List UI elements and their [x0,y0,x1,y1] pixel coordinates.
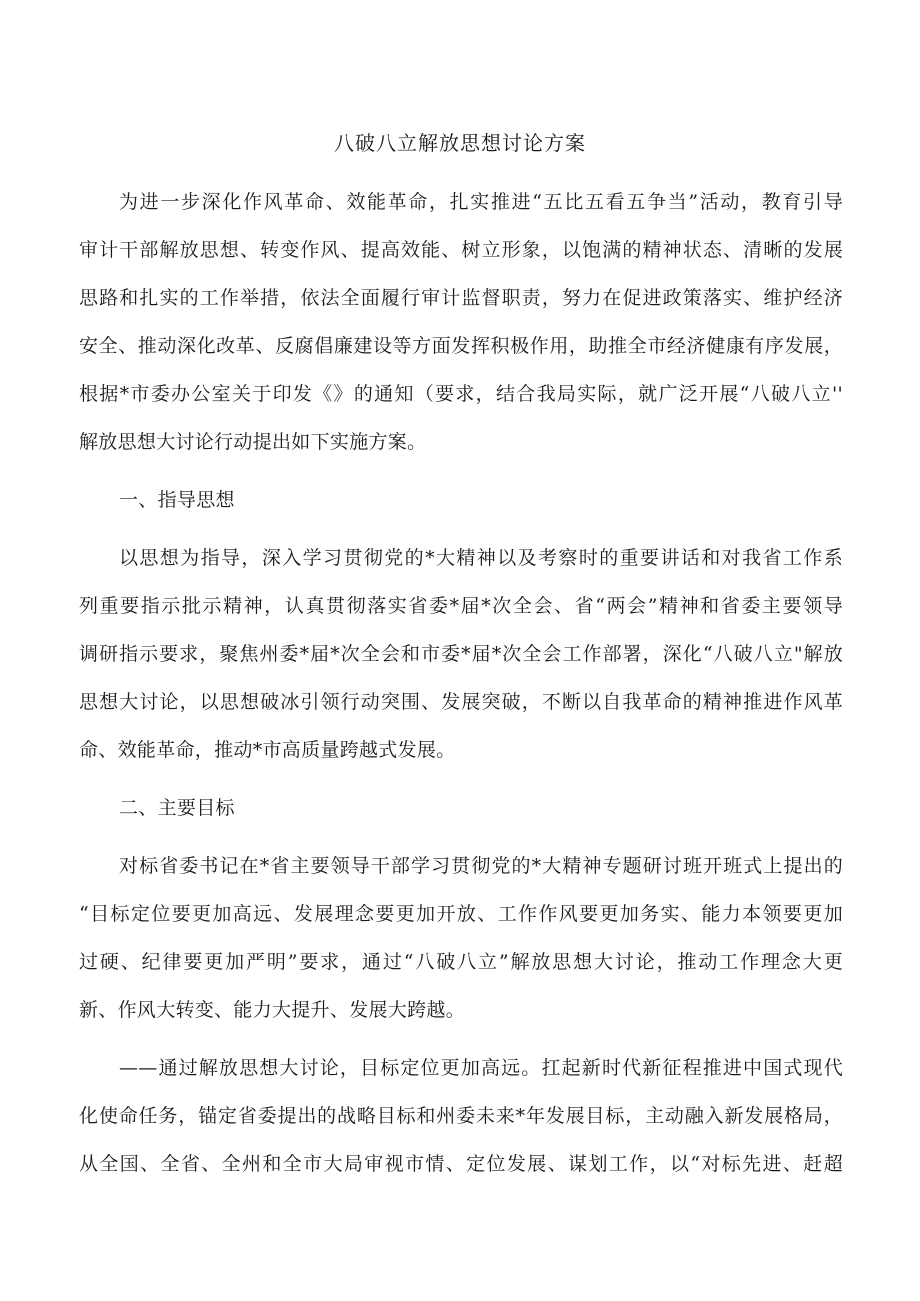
paragraph-line: 新、作风大转变、能力大提升、发展大跨越。 [79,999,466,1021]
paragraph [79,784,843,832]
paragraph-line: 解放思想大讨论行动提出如下实施方案。 [79,431,427,453]
paragraph [79,178,843,466]
paragraph-line: 一、指导思想 [119,489,235,511]
paragraph [79,534,843,774]
paragraph-line: 过硬、纪律要更加严明”要求，通过“八破八立”解放思想大讨论，推动工作理念大更 [79,951,843,973]
paragraph-line: 调研指示要求，聚焦州委*届*次全会和市委*届*次全会工作部署，深化“八破八立"解放 [79,643,843,665]
paragraph-gap [79,774,843,784]
paragraph-line: 安全、推动深化改革、反腐倡廉建设等方面发挥积极作用，助推全市经济健康有序发展， [79,335,843,357]
paragraph-line: 审计干部解放思想、转变作风、提高效能、树立形象，以饱满的精神状态、清晰的发展 [79,239,843,261]
paragraph-line: 二、主要目标 [119,797,235,819]
paragraph-line: 思路和扎实的工作举措，依法全面履行审计监督职责，努力在促进政策落实、维护经济 [79,287,843,309]
paragraph-gap [79,832,843,842]
paragraph-line: 从全国、全省、全州和全市大局审视市情、定位发展、谋划工作，以“对标先进、赶超 [79,1153,843,1175]
paragraph [79,476,843,524]
paragraph [79,842,843,1034]
paragraph-line: 为进一步深化作风革命、效能革命，扎实推进“五比五看五争当”活动，教育引导 [119,191,843,213]
paragraph-line: 化使命任务，锚定省委提出的战略目标和州委未来*年发展目标，主动融入新发展格局， [79,1105,843,1127]
paragraph-line: 对标省委书记在*省主要领导干部学习贯彻党的*大精神专题研讨班开班式上提出的 [119,855,843,877]
paragraph-gap [79,524,843,534]
paragraph-line: “目标定位要更加高远、发展理念要更加开放、工作作风要更加务实、能力本领要更加 [79,903,843,925]
document-title: 八破八立解放思想讨论方案 [334,131,586,155]
paragraph-gap [79,466,843,476]
paragraph-gap [79,1034,843,1044]
paragraph-line: 根据*市委办公室关于印发《》的通知（要求，结合我局实际，就广泛开展“八破八立'' [79,383,843,405]
document-body [79,178,843,1188]
paragraph-line: 思想大讨论，以思想破冰引领行动突围、发展突破，不断以自我革命的精神推进作风革 [79,691,843,713]
paragraph-line: 列重要指示批示精神，认真贯彻落实省委*届*次全会、省“两会”精神和省委主要领导 [79,595,843,617]
paragraph-line: 以思想为指导，深入学习贯彻党的*大精神以及考察时的重要讲话和对我省工作系 [119,547,843,569]
paragraph [79,1044,843,1188]
paragraph-line: ——通过解放思想大讨论，目标定位更加高远。扛起新时代新征程推进中国式现代 [119,1057,843,1079]
paragraph-line: 命、效能革命，推动*市高质量跨越式发展。 [79,739,456,761]
